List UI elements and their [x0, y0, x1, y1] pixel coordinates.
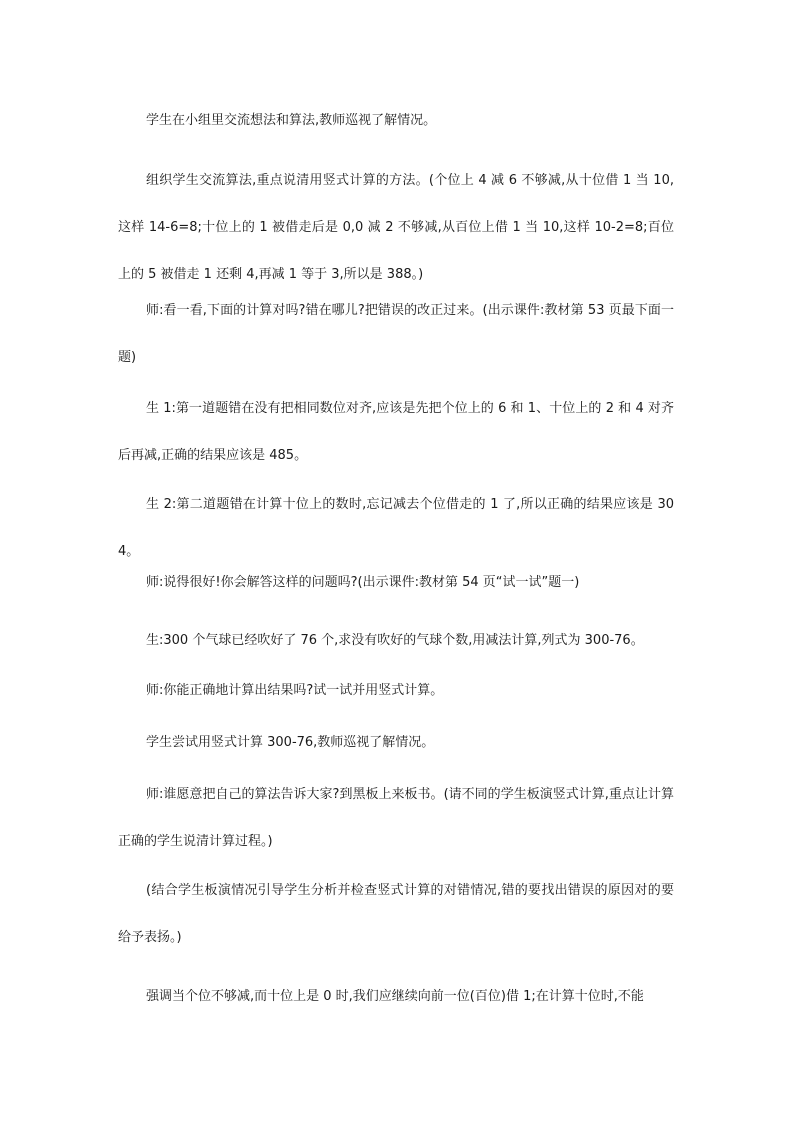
paragraph-10: 师:谁愿意把自己的算法告诉大家?到黑板上来板书。(请不同的学生板演竖式计算,重点让计算正确的学生说清计算过程。): [118, 787, 674, 849]
paragraph-1: 学生在小组里交流想法和算法,教师巡视了解情况。: [146, 113, 437, 128]
paragraph-11: (结合学生板演情况引导学生分析并检查竖式计算的对错情况,错的要找出错误的原因对的要给予表扬。): [118, 883, 674, 945]
paragraph-3: 师:看一看,下面的计算对吗?错在哪儿?把错误的改正过来。(出示课件:教材第 53 页最下面一题): [118, 303, 674, 365]
paragraph-8: 师:你能正确地计算出结果吗?试一试并用竖式计算。: [146, 683, 444, 698]
paragraph-12: 强调当个位不够减,而十位上是 0 时,我们应继续向前一位(百位)借 1;在计算十位时,不能: [146, 989, 644, 1004]
paragraph-2: 组织学生交流算法,重点说清用竖式计算的方法。(个位上 4 减 6 不够减,从十位借 1 当 10,这样 14-6=8;十位上的 1 被借走后是 0,0 减 2 不够减,从百位上借 1 当 10,这样 10-2=8;百位上的 5 被借走 1 还剩 4,再减 1 等于 3,所以是 388。): [118, 173, 674, 282]
paragraph-5: 生 2:第二道题错在计算十位上的数时,忘记减去个位借走的 1 了,所以正确的结果应该是 304。: [118, 497, 674, 559]
paragraph-7: 生:300 个气球已经吹好了 76 个,求没有吹好的气球个数,用减法计算,列式为 300-76。: [146, 633, 644, 648]
paragraph-6: 师:说得很好!你会解答这样的问题吗?(出示课件:教材第 54 页“试一试”题一): [146, 575, 580, 590]
paragraph-9: 学生尝试用竖式计算 300-76,教师巡视了解情况。: [146, 735, 435, 750]
paragraph-4: 生 1:第一道题错在没有把相同数位对齐,应该是先把个位上的 6 和 1、十位上的 2 和 4 对齐后再减,正确的结果应该是 485。: [118, 401, 674, 463]
